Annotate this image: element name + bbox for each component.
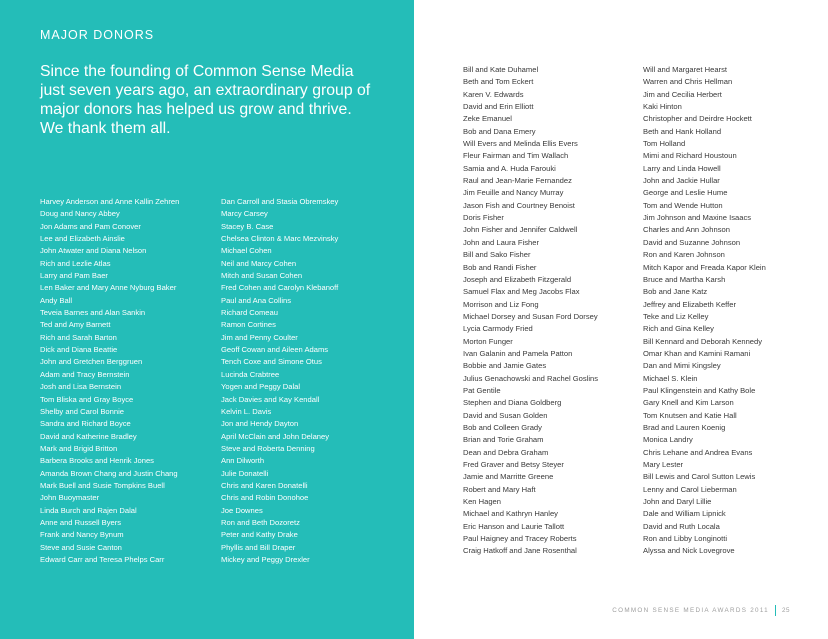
donor-name: Bill Lewis and Carol Sutton Lewis (643, 472, 756, 482)
donor-name: Lucinda Crabtree (221, 369, 280, 379)
donor-name: Chelsea Clinton & Marc Mezvinsky (221, 234, 339, 244)
donor-name: Michael Cohen (221, 246, 272, 256)
donor-list-column-2 (221, 196, 406, 566)
donor-name: Jeffrey and Elizabeth Keffer (643, 299, 737, 309)
donor-name: Mitch and Susan Cohen (221, 271, 303, 281)
donor-name: John and Gretchen Berggruen (40, 357, 143, 367)
page-footer (612, 605, 790, 616)
donor-name: Teke and Liz Kelley (643, 311, 709, 321)
donor-name: Tom and Wende Hutton (643, 200, 723, 210)
donor-name: Edward Carr and Teresa Phelps Carr (40, 554, 165, 564)
donor-name: Jason Fish and Courtney Benoist (463, 200, 575, 210)
donor-name: Pat Gentile (463, 385, 501, 395)
donor-name: Ann Dilworth (221, 456, 265, 466)
donor-name: Dan and Mimi Kingsley (643, 361, 721, 371)
donor-name: Kaki Hinton (643, 102, 682, 112)
donor-name: Fred Graver and Betsy Steyer (463, 460, 564, 469)
donor-name: Larry and Pam Baer (40, 271, 108, 281)
donor-name: Michael Dorsey and Susan Ford Dorsey (463, 311, 598, 321)
donor-name: Tench Coxe and Simone Otus (221, 357, 322, 367)
donor-name: Jon and Hendy Dayton (221, 419, 299, 429)
footer-publication: COMMON SENSE MEDIA AWARDS 2011 (612, 607, 769, 614)
donor-list-column-3 (463, 64, 639, 558)
donor-name: Samuel Flax and Meg Jacobs Flax (463, 287, 580, 297)
donor-name: Amanda Brown Chang and Justin Chang (40, 468, 178, 478)
donor-name: Monica Landry (643, 435, 693, 445)
donor-name: Ron and Beth Dozoretz (221, 517, 300, 527)
donor-name: Bill and Sako Fisher (463, 250, 531, 260)
donor-name: Bill Kennard and Deborah Kennedy (643, 336, 763, 346)
donor-name: John and Daryl Lillie (643, 497, 712, 507)
donor-name: Raul and Jean-Marie Fernandez (463, 176, 572, 186)
donor-name: Teveia Barnes and Alan Sankin (40, 308, 146, 318)
donor-name: Brad and Lauren Koenig (643, 422, 726, 432)
donor-name: Charles and Ann Johnson (643, 225, 730, 235)
donor-name: Craig Hatkoff and Jane Rosenthal (463, 546, 577, 556)
donor-name: Richard Comeau (221, 308, 278, 318)
donor-name: Morton Funger (463, 336, 513, 346)
donor-name: Jon Adams and Pam Conover (40, 221, 141, 231)
donor-name: George and Leslie Hume (643, 188, 728, 198)
donor-name: Chris Lehane and Andrea Evans (643, 447, 753, 457)
donor-name: Mickey and Peggy Drexler (221, 554, 310, 564)
donor-name: Bob and Dana Emery (463, 126, 536, 136)
donor-name: Omar Khan and Kamini Ramani (643, 348, 751, 358)
donor-name: Zeke Emanuel (463, 114, 512, 124)
donor-name: Doris Fisher (463, 213, 504, 223)
donor-name: Tom Knutsen and Katie Hall (643, 410, 737, 420)
donor-name: Mark Buell and Susie Tompkins Buell (40, 480, 165, 490)
donor-name: Jamie and Marritte Greene (463, 472, 554, 482)
donor-name: Rich and Lezlie Atlas (40, 258, 111, 268)
donor-name: Paul Klingenstein and Kathy Bole (643, 385, 756, 395)
donor-name: Bob and Randi Fisher (463, 262, 537, 272)
donor-name: Chris and Robin Donohoe (221, 493, 309, 503)
donor-name: Linda Burch and Rajen Dalal (40, 505, 137, 515)
donor-name: Bobbie and Jamie Gates (463, 361, 547, 371)
donor-name: Michael S. Klein (643, 373, 698, 383)
donor-name: Dick and Diana Beattie (40, 345, 118, 355)
donor-name: Tom Holland (643, 139, 686, 149)
donor-name: Peter and Kathy Drake (221, 530, 298, 540)
donor-name: Jim and Cecilia Herbert (643, 89, 722, 99)
donor-name: John and Jackie Hullar (643, 176, 720, 186)
donor-name: Marcy Carsey (221, 209, 268, 219)
donor-name: Steve and Roberta Denning (221, 443, 315, 453)
donor-name: Mark and Brigid Britton (40, 443, 118, 453)
donor-name: Geoff Cowan and Aileen Adams (221, 345, 329, 355)
donor-name: Frank and Nancy Bynum (40, 530, 124, 540)
donor-name: Paul Haigney and Tracey Roberts (463, 534, 577, 544)
donor-name: Ramon Cortines (221, 320, 276, 330)
donor-name: Brian and Torie Graham (463, 435, 544, 445)
intro-paragraph: Since the founding of Common Sense Media just seven years ago, an extraordinary group of major donors has helped us grow and thrive. We thank them all. (40, 63, 371, 137)
footer-divider (775, 605, 776, 616)
donor-name: Yogen and Peggy Dalal (221, 382, 301, 392)
donor-name: Bob and Colleen Grady (463, 422, 542, 432)
donor-name: Ivan Galanin and Pamela Patton (463, 348, 573, 358)
donor-name: Will and Margaret Hearst (643, 65, 727, 74)
donor-name: Rich and Sarah Barton (40, 332, 117, 342)
donor-name: John and Laura Fisher (463, 237, 539, 247)
donor-name: Mimi and Richard Houstoun (643, 151, 737, 161)
donor-name: Jim Johnson and Maxine Isaacs (643, 213, 752, 223)
donor-name: Bill and Kate Duhamel (463, 65, 539, 74)
donor-name: Josh and Lisa Bernstein (40, 382, 122, 392)
donor-name: Karen V. Edwards (463, 89, 524, 99)
donor-name: Jack Davies and Kay Kendall (221, 394, 320, 404)
donor-name: Beth and Hank Holland (643, 126, 722, 136)
donor-name: Fleur Fairman and Tim Wallach (463, 151, 569, 161)
donor-name: Alyssa and Nick Lovegrove (643, 546, 735, 556)
donor-name: Anne and Russell Byers (40, 517, 122, 527)
donor-name: Eric Hanson and Laurie Tallott (463, 521, 565, 531)
donor-name: Andy Ball (40, 295, 73, 305)
donor-name: Jim Feuille and Nancy Murray (463, 188, 564, 198)
donor-name: Ron and Karen Johnson (643, 250, 725, 260)
donor-name: Shelby and Carol Bonnie (40, 406, 125, 416)
donor-name: Len Baker and Mary Anne Nyburg Baker (40, 283, 177, 293)
donor-name: David and Susan Golden (463, 410, 548, 420)
donor-name: Dale and William Lipnick (643, 509, 726, 519)
page-number: 25 (781, 607, 790, 614)
donor-name: Christopher and Deirdre Hockett (643, 114, 752, 124)
donor-name: Harvey Anderson and Anne Kallin Zehren (40, 197, 180, 206)
donor-name: Kelvin L. Davis (221, 406, 272, 416)
donor-name: Fred Cohen and Carolyn Klebanoff (221, 283, 339, 293)
donor-name: April McClain and John Delaney (221, 431, 330, 441)
donor-name: Doug and Nancy Abbey (40, 209, 120, 219)
donor-name: Julius Genachowski and Rachel Goslins (463, 373, 599, 383)
donor-name: Neil and Marcy Cohen (221, 258, 297, 268)
donor-name: Lee and Elizabeth Ainslie (40, 234, 125, 244)
donor-name: Paul and Ana Collins (221, 295, 292, 305)
page-heading: MAJOR DONORS (40, 28, 155, 42)
donor-name: Warren and Chris Hellman (643, 77, 733, 87)
donor-name: Sandra and Richard Boyce (40, 419, 131, 429)
donor-name: Steve and Susie Canton (40, 542, 122, 552)
donor-name: David and Suzanne Johnson (643, 237, 741, 247)
donor-name: David and Ruth Locala (643, 521, 720, 531)
donor-name: Phyllis and Bill Draper (221, 542, 296, 552)
donor-name: Morrison and Liz Fong (463, 299, 539, 309)
donor-name: Will Evers and Melinda Ellis Evers (463, 139, 578, 149)
donor-name: Bob and Jane Katz (643, 287, 708, 297)
donor-name: Rich and Gina Kelley (643, 324, 714, 334)
donor-name: Tom Bliska and Gray Boyce (40, 394, 134, 404)
donor-name: David and Erin Elliott (463, 102, 534, 112)
donor-name: Dean and Debra Graham (463, 447, 549, 457)
donor-name: Bruce and Martha Karsh (643, 274, 726, 284)
donor-list-column-4 (643, 64, 823, 558)
donor-name: Ken Hagen (463, 497, 501, 507)
donor-name: Beth and Tom Eckert (463, 77, 534, 87)
donor-name: John Atwater and Diana Nelson (40, 246, 147, 256)
donor-name: Larry and Linda Howell (643, 163, 721, 173)
donor-name: Adam and Tracy Bernstein (40, 369, 130, 379)
donor-name: Ron and Libby Longinotti (643, 534, 728, 544)
donor-name: Chris and Karen Donatelli (221, 480, 308, 490)
donor-name: David and Katherine Bradley (40, 431, 137, 441)
donor-name: Lycia Carmody Fried (463, 324, 533, 334)
donor-name: Samia and A. Huda Farouki (463, 163, 556, 173)
donor-name: Barbera Brooks and Henrik Jones (40, 456, 154, 466)
donor-name: Julie Donatelli (221, 468, 269, 478)
donor-name: John Fisher and Jennifer Caldwell (463, 225, 578, 235)
donor-name: John Buoymaster (40, 493, 100, 503)
donor-name: Mary Lester (643, 460, 684, 469)
donor-name: Lenny and Carol Lieberman (643, 484, 737, 494)
donor-name: Robert and Mary Haft (463, 484, 536, 494)
donor-name: Jim and Penny Coulter (221, 332, 298, 342)
donor-name: Stacey B. Case (221, 221, 274, 231)
donor-name: Stephen and Diana Goldberg (463, 398, 562, 408)
donor-name: Dan Carroll and Stasia Obremskey (221, 197, 339, 206)
donor-name: Joe Downes (221, 505, 263, 515)
donor-name: Joseph and Elizabeth Fitzgerald (463, 274, 572, 284)
donor-list-column-1 (40, 196, 218, 566)
donor-name: Ted and Amy Barnett (40, 320, 111, 330)
donor-name: Gary Knell and Kim Larson (643, 398, 734, 408)
donor-name: Michael and Kathryn Hanley (463, 509, 558, 519)
donor-name: Mitch Kapor and Freada Kapor Klein (643, 262, 766, 272)
